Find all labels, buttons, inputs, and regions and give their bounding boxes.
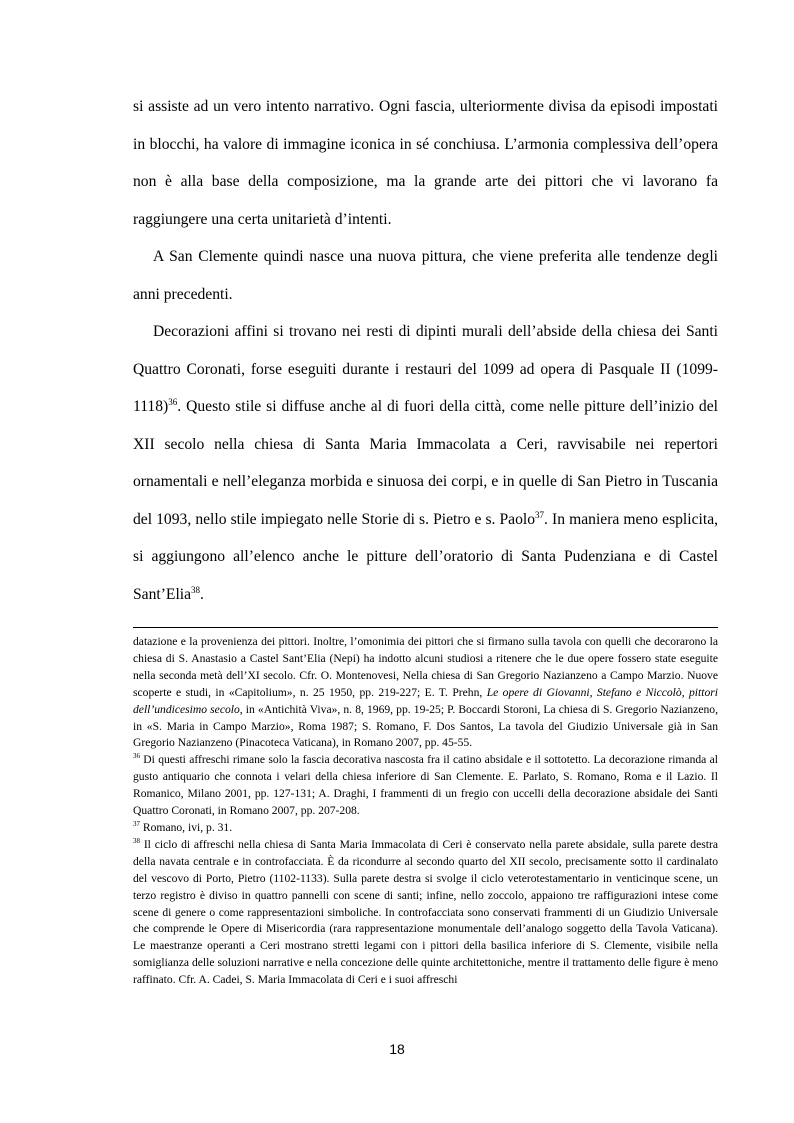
body-text <box>133 88 718 613</box>
paragraph-3-part-b: . Questo stile si diffuse anche al di fuori della città, come nelle pitture dell’inizio del XII secolo nella chiesa di Santa Maria Immacolata a Ceri, ravvisabile nei repertori ornamentali e nell’eleganza morbida e sinuosa dei corpi, e in quelle di San Pietro in Tuscania del 1093, nello stile impiegato nelle Storie di s. Pietro e s. Paolo <box>133 398 718 528</box>
footnote-continuation-italic: Le opere di Giovanni, Stefano e Niccolò, pittori dell’undicesimo secolo <box>133 685 718 716</box>
footnote-36 <box>133 752 718 820</box>
paragraph-3 <box>133 313 718 613</box>
footnote-separator <box>133 627 718 628</box>
footnote-ref-38[interactable]: 38 <box>191 584 201 595</box>
footnote-38-text: Il ciclo di affreschi nella chiesa di Santa Maria Immacolata di Ceri è conservato nella parete absidale, sulla parete destra della navata centrale e in controfacciata. È da ricondurre al secondo quarto del XII secolo, precisamente sotto il cardinalato del vescovo di Porto, Pietro (1102-1133). Sulla parete destra si svolge il ciclo veterotestamentario in venticinque scene, un terzo registro è diviso in quattro pannelli con scene di santi; infine, nello zoccolo, appaiono tre raffigurazioni intese come scene di genere o come rappresentazioni simboliche. In controfacciata sono conservati frammenti di un Giudizio Universale che comprende le Opere di Misericordia (rara rappresentazione monumentale dell’analogo soggetto della Tavola Vaticana). Le maestranze operanti a Ceri mostrano stretti legami con i pittori della basilica inferiore di S. Clemente, visibile nella somiglianza delle soluzioni narrative e nella concezione delle quinte architettoniche, mentre il trattamento delle figure è meno raffinato. Cfr. A. Cadei, S. Maria Immacolata di Ceri e i suoi affreschi <box>133 837 718 987</box>
footnote-38-number: 38 <box>133 837 140 846</box>
footnotes <box>133 634 718 989</box>
footnote-ref-37[interactable]: 37 <box>535 509 545 520</box>
footnote-37 <box>133 820 718 837</box>
footnote-continuation <box>133 634 718 752</box>
footnote-36-number: 36 <box>133 752 140 761</box>
page-number: 18 <box>389 1041 405 1057</box>
paragraph-3-part-d: . <box>200 585 204 603</box>
footnote-38 <box>133 837 718 989</box>
footnote-ref-36[interactable]: 36 <box>168 396 178 407</box>
footnote-37-number: 37 <box>133 820 140 829</box>
paragraph-3-part-a: Decorazioni affini si trovano nei resti di dipinti murali dell’abside della chiesa dei Santi Quattro Coronati, forse eseguiti durante i restauri del 1099 ad opera di Pasquale II (1099-1118) <box>133 323 718 415</box>
footnote-36-text: Di questi affreschi rimane solo la fascia decorativa nascosta fra il catino absidale e il sottotetto. La decorazione rimanda al gusto antiquario che connota i velari della chiesa inferiore di San Clemente. E. Parlato, S. Romano, Roma e il Lazio. Il Romanico, Milano 2001, pp. 127-131; A. Draghi, I frammenti di un fregio con uccelli della decorazione absidale dei Santi Quattro Coronati, in Romano 2007, pp. 207-208. <box>133 753 718 818</box>
paragraph-3-part-c: . In maniera meno esplicita, si aggiungono all’elenco anche le pitture dell’oratorio di Santa Pudenziana e di Castel Sant’Elia <box>133 510 719 603</box>
paragraph-1: si assiste ad un vero intento narrativo. Ogni fascia, ulteriormente divisa da episodi impostati in blocchi, ha valore di immagine iconica in sé conchiusa. L’armonia complessiva dell’opera non è alla base della composizione, ma la grande arte dei pittori che vi lavorano fa raggiungere una certa unitarietà d’intenti. <box>133 98 718 228</box>
paragraph-2: A San Clemente quindi nasce una nuova pittura, che viene preferita alle tendenze degli anni precedenti. <box>133 248 718 303</box>
footnote-continuation-a: datazione e la provenienza dei pittori. Inoltre, l’omonimia dei pittori che si firmano sulla tavola con quelli che decorarono la chiesa di S. Anastasio a Castel Sant’Elia (Nepi) ha indotto alcuni studiosi a ritenere che le due opere fossero state eseguite nella seconda metà dell’XI secolo. Cfr. O. Montenovesi, Nella chiesa di San Gregorio Nazianzeno a Campo Marzio. Nuove scoperte e studi, in «Capitolium», n. 25 1950, pp. 219-227; E. T. Prehn, <box>133 635 718 699</box>
footnote-37-text: Romano, ivi, p. 31. <box>140 820 233 834</box>
footnote-continuation-b: , in «Antichità Viva», n. 8, 1969, pp. 19-25; P. Boccardi Storoni, La chiesa di S. Gregorio Nazianzeno, in «S. Maria in Campo Marzio», Roma 1987; S. Romano, F. Dos Santos, La tavola del Giudizio Universale già in San Gregorio Nazianzeno (Pinacoteca Vaticana), in Romano 2007, pp. 45-55. <box>133 702 718 750</box>
